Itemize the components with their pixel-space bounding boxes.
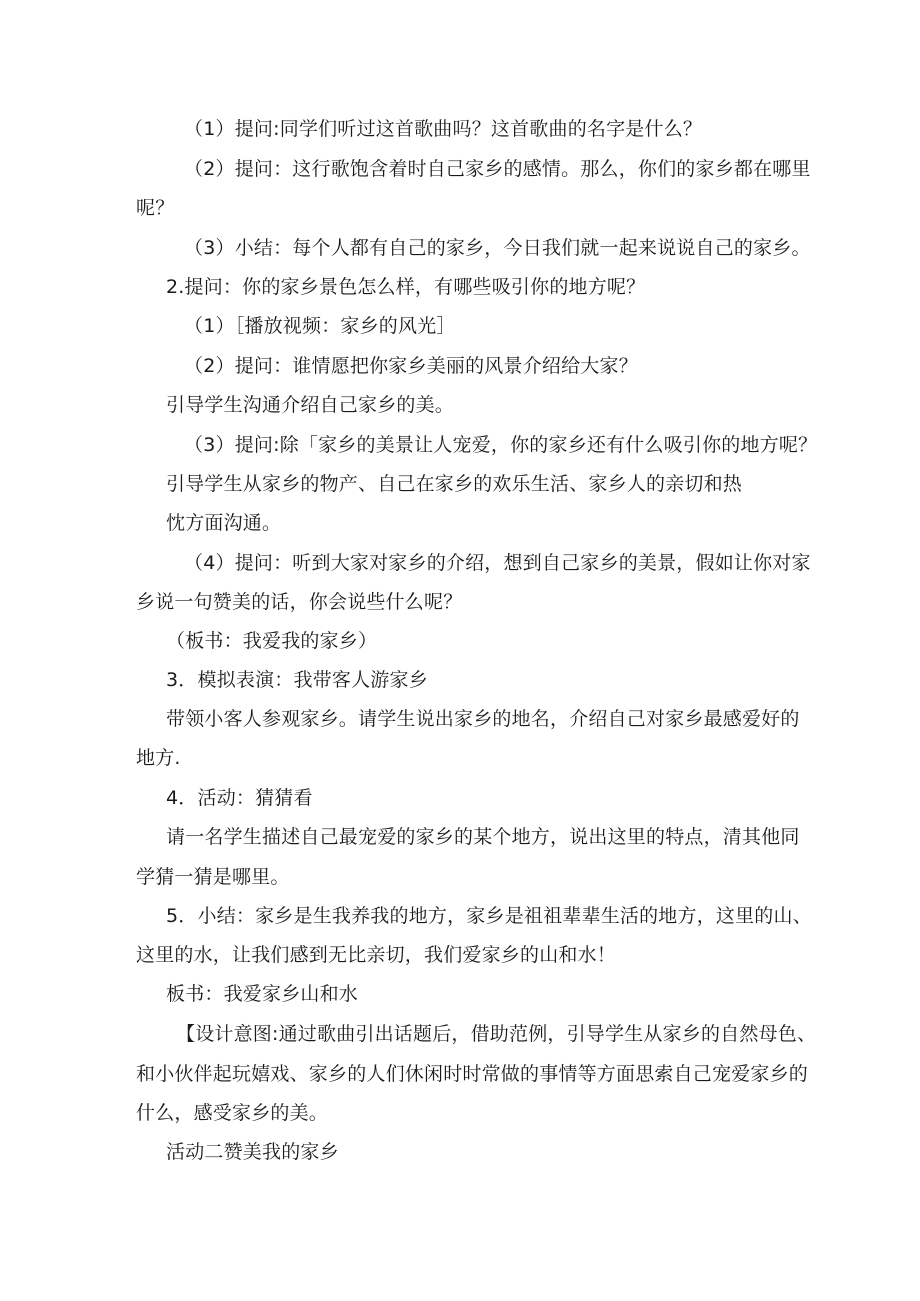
text-line-24: 【设计意图:通过歌曲引出话题后，借助范例，引导学生从家乡的自然母色、	[176, 1023, 817, 1045]
text-line-10: 引导学生从家乡的物产、自己在家乡的欢乐生活、家乡人的亲切和热	[166, 473, 743, 495]
text-line-12: （4）提问：听到大家对家乡的介绍，想到自己家乡的美景，假如让你对家	[184, 552, 811, 574]
text-line-4: （3）小结：每个人都有自己的家乡，今日我们就一起来说说自己的家乡。	[184, 237, 811, 259]
text-line-18: 4．活动：猜猜看	[166, 787, 313, 809]
text-line-27: 活动二赞美我的家乡	[166, 1141, 339, 1163]
text-line-3: 呢？	[136, 197, 175, 219]
text-line-16: 带领小客人参观家乡。请学生说出家乡的地名，介绍自己对家乡最感爱好的	[166, 708, 800, 730]
text-line-5: 2.提问：你的家乡景色怎么样，有哪些吸引你的地方呢？	[166, 276, 646, 298]
text-line-6: （1）［播放视频：家乡的风光］	[184, 315, 456, 337]
text-line-2: （2）提问：这行歌饱含着时自己家乡的感情。那么，你们的家乡都在哪里	[184, 158, 811, 180]
text-line-13: 乡说一句赞美的话，你会说些什么呢？	[136, 591, 463, 613]
text-line-11: 忱方面沟通。	[166, 512, 282, 534]
text-line-22: 这里的水，让我们感到无比亲切，我们爱家乡的山和水！	[136, 944, 617, 966]
text-line-21: 5．小结：家乡是生我养我的地方，家乡是祖祖辈辈生活的地方，这里的山、	[166, 905, 812, 927]
text-line-9: （3）提问:除「家乡的美景让人宠爱，你的家乡还有什么吸引你的地方呢？	[184, 434, 818, 456]
text-line-8: 引导学生沟通介绍自己家乡的美。	[166, 394, 455, 416]
text-line-1: （1）提问:同学们听过这首歌曲吗？这首歌曲的名字是什么？	[184, 118, 703, 140]
text-line-25: 和小伙伴起玩嬉戏、家乡的人们休闲时时常做的事情等方面思索自己宠爱家乡的	[136, 1063, 809, 1085]
text-line-14: （板书：我爱我的家乡）	[166, 630, 378, 652]
text-line-19: 请一名学生描述自己最宠爱的家乡的某个地方，说出这里的特点，清其他同	[166, 826, 800, 848]
text-line-20: 学猜一猜是哪里。	[136, 866, 290, 888]
text-line-7: （2）提问：谁情愿把你家乡美丽的风景介绍给大家？	[184, 355, 638, 377]
text-line-26: 什么，感受家乡的美。	[136, 1102, 329, 1124]
text-line-17: 地方.	[136, 747, 181, 769]
text-line-23: 板书：我爱家乡山和水	[166, 983, 359, 1005]
text-line-15: 3．模拟表演：我带客人游家乡	[166, 669, 428, 691]
